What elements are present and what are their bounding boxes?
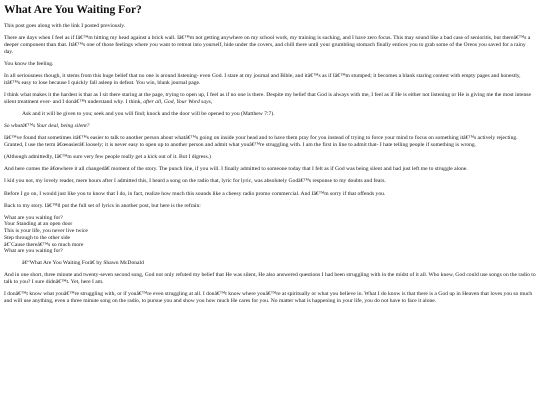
paragraph-intro: This post goes along with the link I posted previously. bbox=[4, 23, 126, 29]
paragraph-back-to-story: Back to my story. Iâ€™ll put the full set of lyrics in another post, but here is the refrain: bbox=[4, 202, 201, 209]
paragraph-feeling: You know the feeling. bbox=[4, 61, 54, 67]
lyric-line: What are you waiting for? bbox=[4, 248, 63, 255]
paragraph-admittedly: (Although admittedly, Iâ€™m sure very few people really get a kick out of it. But I digress.) bbox=[4, 154, 211, 161]
paragraph-short-song: And in one short, three minute and twenty-seven second song, God not only refuted my belief that He was silent, He also answered questions I had been struggling with in the midst of it all. Who knew, God could use songs on the radio to talk to you? I sure didnâ€™t. Yet, here I am. bbox=[4, 272, 536, 286]
paragraph-seriousness: In all seriousness though, it stems from this huge belief that no one is around listening- even God. I stare at my journal and Bible, and itâ€™s as if Iâ€™m stumped; it becomes a blank staring contest with empty pages and honestly, itâ€™s easy to lose because I quickly fall asleep in defeat. You win, blank journal page. bbox=[4, 73, 521, 86]
lyric-line: What are you waiting for? bbox=[4, 214, 63, 221]
post-title: What Are You Waiting For? bbox=[4, 4, 142, 16]
question-emphasis: So whatâ€™s Your deal, being silent? bbox=[4, 123, 90, 130]
paragraph-brick-wall: There are days when I feel as if Iâ€™m hitting my head against a brick wall. Iâ€™m not getting anywhere on my school work, my training is sucking, and I have zero focus. This may sound like a bad case of senioritis, but thereâ€™s a deeper component than that. Itâ€™s one of those feelings where you want to retreat into yourself, hide under the covers, and chill there until your grumbling stomach finally entices you to grab some of the Oreos you saved for a rainy day. bbox=[4, 35, 531, 55]
lyric-line: â€˜Cause thereâ€™s so much more bbox=[4, 241, 84, 248]
paragraph-hardest-text: I think what makes it the hardest is that as I sit there staring at the page, trying to open up, I feel as if no one is there. Despite my belief that God is always with me, I feel as if He is either not listening or He is giving me the most intense silent treatment ever- and I donâ€™t understand why. I think, bbox=[4, 92, 531, 105]
paragraph-hardest bbox=[4, 92, 536, 106]
paragraph-kid-you-not: I kid you not, my lovely reader, mere hours after I admitted this, I heard a song on the radio that, lyric for lyric, was absolutely Godâ€™s response to my doubts and fears. bbox=[4, 178, 386, 185]
paragraph-question bbox=[4, 123, 536, 130]
paragraph-before-i-go-on: Before I go on, I would just like you to know that I do, in fact, realize how much this sounds like a cheesy radio promo commercial. And Iâ€™m sorry if that offends you. bbox=[4, 190, 386, 197]
lyric-line: This is your life, you never live twice bbox=[4, 228, 88, 235]
lyric-line: Step through to the other side bbox=[4, 234, 71, 241]
paragraph-talk-to-person: Iâ€™ve found that sometimes itâ€™s easier to talk to another person about whatâ€™s going on inside your head and to have them pray for you instead of trying to force your mind to focus on something itâ€™s actively rejecting. Granted, I use the term â€œeasierâ€ loosely; it is never easy to open up to another person and admit what youâ€™re struggling with. I am the first in line to admit that- I hate telling people if something is wrong. bbox=[4, 135, 518, 149]
lyric-line: Your Standing at an open door bbox=[4, 221, 73, 228]
paragraph-hardest-emphasis: after all, God, Your Word says, bbox=[143, 99, 213, 105]
paragraph-where-it-changed: And here comes the â€œwhere it all changedâ€ moment of the story. The punch line, if you will. I finally admitted to someone today that I felt as if God was being silent and had just left me to struggle alone. bbox=[4, 166, 468, 173]
lyrics-refrain bbox=[4, 215, 536, 255]
bible-verse: Ask and it will be given to you; seek and you will find; knock and the door will be opened to you (Matthew 7:7). bbox=[22, 111, 275, 118]
song-credit: â€“What Are You Waiting Forâ€ by Shawn McDonald bbox=[22, 260, 144, 267]
paragraph-closing: I donâ€™t know what youâ€™re struggling with, or if youâ€™re even struggling at all. I donâ€™t know where youâ€™re at spiritually or what you believe in. What I do know is that there is a God up in Heaven that loves you so much and will use anything, even a three minute song on the radio, to pursue you and show you how much He cares for you. No matter what is happening in your life, you do not have to face it alone. bbox=[4, 291, 533, 305]
